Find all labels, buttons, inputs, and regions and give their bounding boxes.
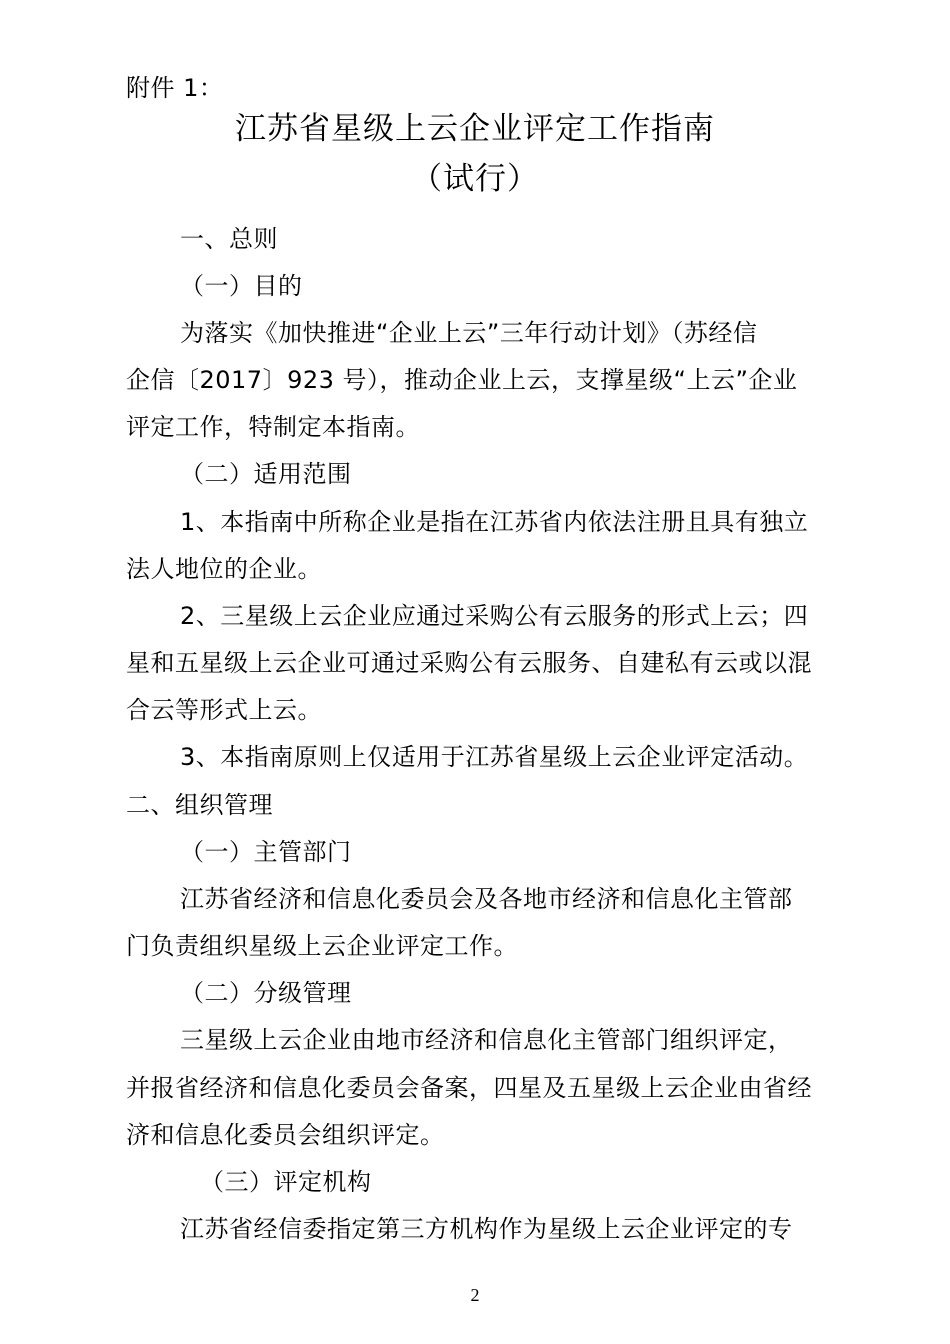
- paragraph-line: 合云等形式上云。: [126, 696, 322, 724]
- paragraph-line: 法人地位的企业。: [126, 555, 322, 583]
- paragraph-line: 评定工作，特制定本指南。: [126, 413, 420, 441]
- paragraph-line: 三星级上云企业由地市经济和信息化主管部门组织评定，: [180, 1026, 793, 1054]
- paragraph-line: 企信〔2017〕923 号），推动企业上云，支撑星级“上云”企业: [126, 366, 798, 394]
- subsection-heading-scope: （二）适用范围: [180, 460, 352, 488]
- paragraph-line: 3、本指南原则上仅适用于江苏省星级上云企业评定活动。: [180, 743, 809, 771]
- section-heading-organization: 二、组织管理: [126, 791, 273, 819]
- subsection-heading-purpose: （一）目的: [180, 272, 303, 300]
- paragraph-line: 星和五星级上云企业可通过采购公有云服务、自建私有云或以混: [126, 649, 812, 677]
- section-heading-general: 一、总则: [180, 225, 278, 253]
- page-number: 2: [470, 1285, 480, 1305]
- attachment-label: 附件 1：: [126, 74, 224, 102]
- document-title: 江苏省星级上云企业评定工作指南: [235, 111, 715, 147]
- paragraph-line: 江苏省经济和信息化委员会及各地市经济和信息化主管部: [180, 885, 793, 913]
- paragraph-line: 2、三星级上云企业应通过采购公有云服务的形式上云；四: [180, 602, 809, 630]
- document-subtitle: （试行）: [411, 161, 539, 197]
- subsection-heading-tiered: （二）分级管理: [180, 979, 352, 1007]
- subsection-heading-authority: （一）主管部门: [180, 838, 352, 866]
- paragraph-line: 江苏省经信委指定第三方机构作为星级上云企业评定的专: [180, 1215, 793, 1243]
- paragraph-line: 济和信息化委员会组织评定。: [126, 1121, 445, 1149]
- paragraph-line: 为落实《加快推进“企业上云”三年行动计划》（苏经信: [180, 319, 758, 347]
- paragraph-line: 并报省经济和信息化委员会备案，四星及五星级上云企业由省经: [126, 1074, 812, 1102]
- paragraph-line: 门负责组织星级上云企业评定工作。: [126, 932, 518, 960]
- subsection-heading-institution: （三）评定机构: [200, 1168, 372, 1196]
- paragraph-line: 1、本指南中所称企业是指在江苏省内依法注册且具有独立: [180, 508, 809, 536]
